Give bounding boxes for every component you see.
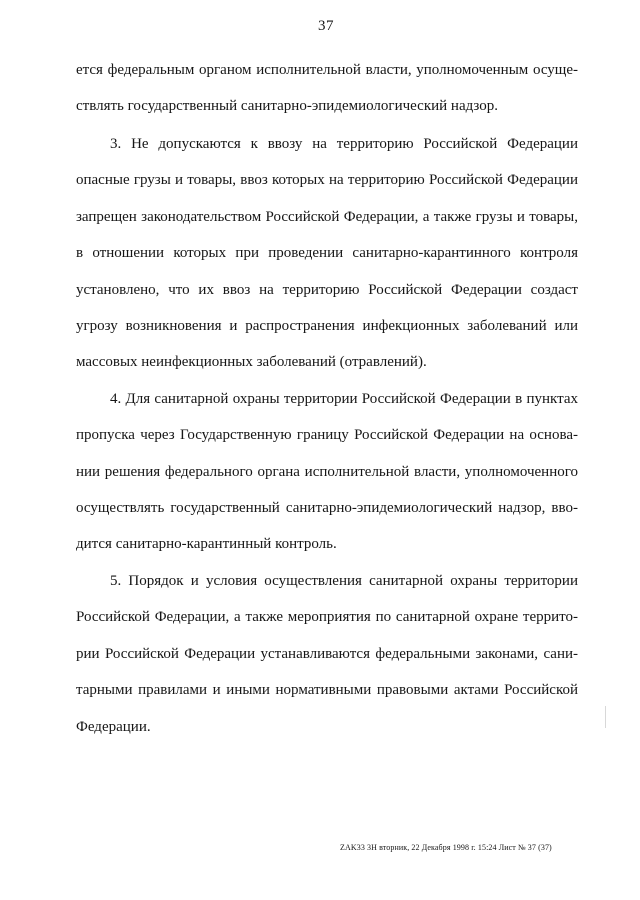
text-line: 4. Для санитарной охраны территории Российской Федерации в пунктах [110, 391, 578, 407]
text-line: угрозу возникновения и распространения инфекционных заболеваний или [76, 318, 578, 334]
text-line: осуществлять государственный санитарно-эпидемиологический надзор, вво- [76, 500, 578, 516]
text-line: в отношении которых при проведении санитарно-карантинного контроля [76, 245, 578, 261]
text-line: ется федеральным органом исполнительной власти, уполномоченным осуще- [76, 62, 578, 78]
text-line: Федерации. [76, 719, 151, 735]
text-line: массовых неинфекционных заболеваний (отравлений). [76, 354, 427, 370]
text-line: установлено, что их ввоз на территорию Российской Федерации создаст [76, 282, 578, 298]
text-line: нии решения федерального органа исполнительной власти, уполномоченного [76, 464, 578, 480]
text-line: запрещен законодательством Российской Федерации, а также грузы и товары, [76, 209, 578, 225]
text-line: рии Российской Федерации устанавливаются федеральными законами, сани- [76, 646, 578, 662]
text-line: ствлять государственный санитарно-эпидемиологический надзор. [76, 98, 499, 114]
text-line: пропуска через Государственную границу Российской Федерации на основа- [76, 427, 578, 443]
text-line: дится санитарно-карантинный контроль. [76, 536, 337, 552]
text-line: Российской Федерации, а также мероприятия по санитарной охране террито- [76, 609, 578, 625]
text-line: опасные грузы и товары, ввоз которых на территорию Российской Федерации [76, 172, 578, 188]
print-footer: ZAK33 3Н вторник, 22 Декабря 1998 г. 15:24 Лист № 37 (37) [340, 843, 552, 852]
page-number: 37 [318, 18, 334, 34]
text-line: 5. Порядок и условия осуществления санитарной охраны территории [110, 573, 578, 589]
text-line: 3. Не допускаются к ввозу на территорию Российской Федерации [110, 136, 578, 152]
text-line: тарными правилами и иными нормативными правовыми актами Российской [76, 682, 578, 698]
scan-artifact [605, 706, 606, 728]
